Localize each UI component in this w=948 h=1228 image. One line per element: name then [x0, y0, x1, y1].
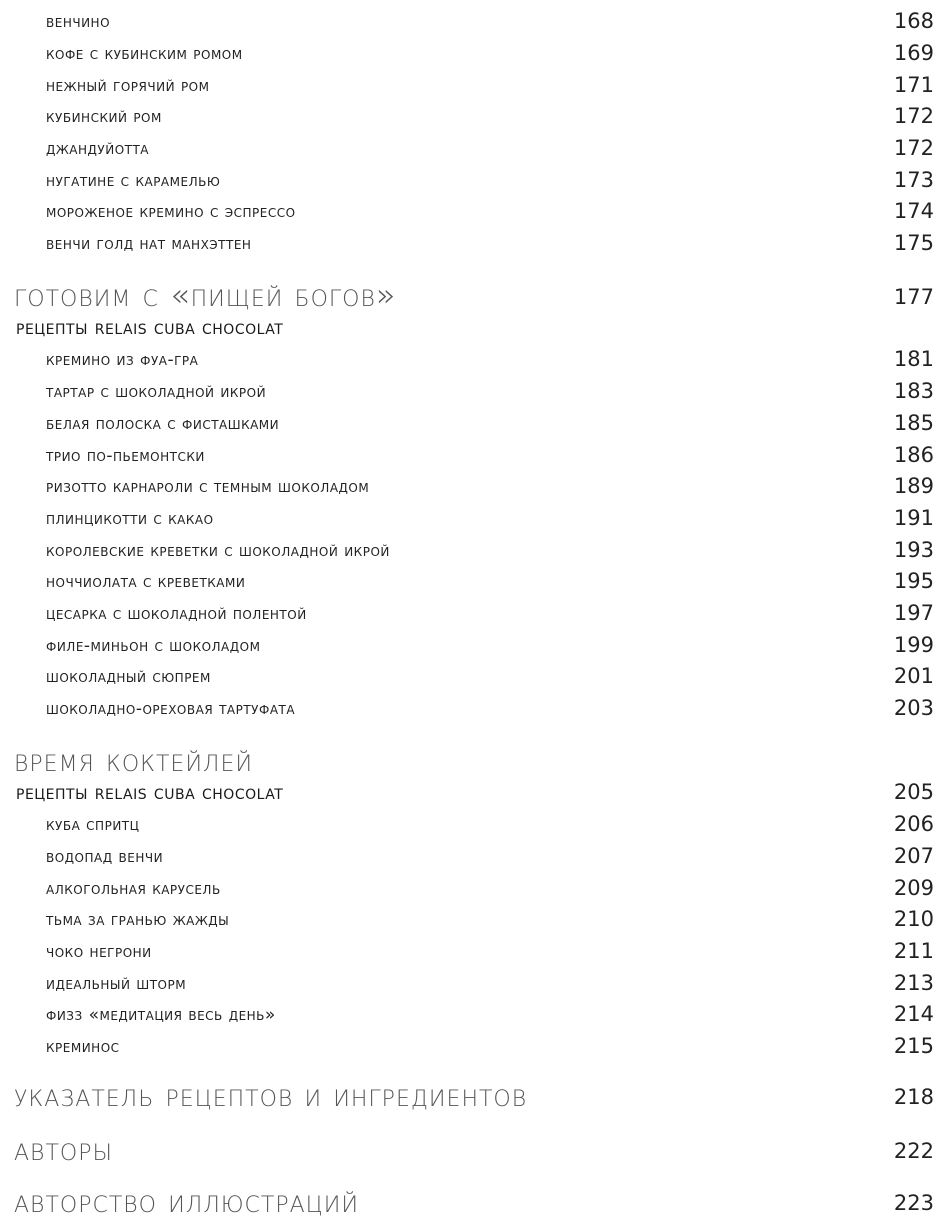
entry-page: 197	[893, 601, 934, 625]
section-page: 222	[893, 1139, 934, 1163]
entry-title: кофе с кубинским ромом	[46, 44, 243, 64]
entry-page: 181	[893, 347, 934, 371]
entry-page: 169	[893, 41, 934, 65]
entry-page: 185	[893, 411, 934, 435]
section-title: время коктейлей	[14, 741, 253, 779]
entry-page: 173	[893, 168, 934, 192]
entry-title: креминос	[46, 1037, 120, 1057]
section-title: готовим с «пищей богов»	[14, 276, 397, 314]
toc-entry	[0, 841, 948, 871]
entry-page: 186	[893, 443, 934, 467]
entry-page: 172	[893, 104, 934, 128]
entry-title: чоко негрони	[46, 942, 152, 962]
entry-title: плинцикотти с какао	[46, 509, 214, 529]
toc-entry	[0, 503, 948, 533]
entry-title: шоколадный сюпрем	[46, 667, 211, 687]
toc-entry	[0, 535, 948, 565]
toc-entry	[0, 693, 948, 723]
toc-entry	[0, 196, 948, 226]
toc-subheading	[0, 777, 948, 807]
entry-title: ризотто карнароли с темным шоколадом	[46, 477, 370, 497]
toc-entry	[0, 70, 948, 100]
toc-entry	[0, 598, 948, 628]
section-title: авторство иллюстраций	[14, 1182, 359, 1220]
toc-entry	[0, 101, 948, 131]
toc-entry	[0, 1031, 948, 1061]
toc-entry	[0, 873, 948, 903]
entry-title: венчино	[46, 12, 111, 32]
entry-title: водопад венчи	[46, 847, 164, 867]
entry-page: 215	[893, 1034, 934, 1058]
toc-section-heading	[0, 1076, 948, 1114]
entry-title: мороженое кремино с эспрессо	[46, 202, 296, 222]
toc-entry	[0, 904, 948, 934]
subheading-page: 205	[893, 780, 934, 804]
entry-page: 211	[893, 939, 934, 963]
entry-title: трио по-пьемонтски	[46, 446, 205, 466]
entry-title: белая полоска с фисташками	[46, 414, 280, 434]
entry-title: шоколадно-ореховая тартуфата	[46, 699, 296, 719]
entry-page: 210	[893, 907, 934, 931]
entry-title: нугатине с карамелью	[46, 171, 221, 191]
toc-section-heading	[0, 276, 948, 314]
entry-title: кремино из фуа-гра	[46, 350, 199, 370]
entry-title: ноччиолата с креветками	[46, 572, 246, 592]
toc-entry	[0, 968, 948, 998]
toc-entry	[0, 228, 948, 258]
subheading-title: рецепты relais cuba chocolat	[16, 315, 284, 339]
toc-entry	[0, 471, 948, 501]
entry-title: джандуйотта	[46, 139, 150, 159]
entry-page: 199	[893, 633, 934, 657]
entry-page: 195	[893, 569, 934, 593]
toc-entry	[0, 440, 948, 470]
entry-page: 201	[893, 664, 934, 688]
entry-page: 214	[893, 1002, 934, 1026]
toc-section-heading	[0, 1130, 948, 1168]
entry-title: королевские креветки с шоколадной икрой	[46, 541, 390, 561]
toc-entry	[0, 133, 948, 163]
entry-page: 172	[893, 136, 934, 160]
entry-title: филе-миньон с шоколадом	[46, 636, 261, 656]
toc-entry	[0, 936, 948, 966]
entry-page: 174	[893, 199, 934, 223]
entry-page: 213	[893, 971, 934, 995]
section-title: указатель рецептов и ингредиентов	[14, 1076, 528, 1114]
entry-page: 207	[893, 844, 934, 868]
entry-title: тартар с шоколадной икрой	[46, 382, 267, 402]
entry-page: 183	[893, 379, 934, 403]
toc-entry	[0, 376, 948, 406]
toc-entry	[0, 38, 948, 68]
entry-page: 203	[893, 696, 934, 720]
entry-page: 206	[893, 812, 934, 836]
entry-page: 175	[893, 231, 934, 255]
toc-entry	[0, 165, 948, 195]
entry-title: тьма за гранью жажды	[46, 910, 230, 930]
subheading-title: рецепты relais cuba chocolat	[16, 780, 284, 804]
entry-title: алкогольная карусель	[46, 879, 221, 899]
toc-entry	[0, 566, 948, 596]
toc-section-heading	[0, 1182, 948, 1220]
toc-entry	[0, 344, 948, 374]
entry-title: цесарка с шоколадной полентой	[46, 604, 307, 624]
entry-page: 193	[893, 538, 934, 562]
entry-page: 171	[893, 73, 934, 97]
entry-page: 168	[893, 9, 934, 33]
toc-entry	[0, 630, 948, 660]
entry-title: идеальный шторм	[46, 974, 187, 994]
entry-title: нежный горячий ром	[46, 76, 210, 96]
section-page: 177	[893, 285, 934, 309]
section-title: авторы	[14, 1130, 113, 1168]
toc-entry	[0, 809, 948, 839]
toc-entry	[0, 999, 948, 1029]
toc-subheading	[0, 312, 948, 342]
entry-page: 209	[893, 876, 934, 900]
entry-title: кубинский ром	[46, 107, 162, 127]
toc-entry	[0, 6, 948, 36]
toc-section-heading	[0, 741, 948, 779]
entry-page: 191	[893, 506, 934, 530]
entry-title: куба спритц	[46, 815, 140, 835]
toc-entry	[0, 661, 948, 691]
toc-entry	[0, 408, 948, 438]
section-page: 223	[893, 1191, 934, 1215]
entry-page: 189	[893, 474, 934, 498]
section-page: 218	[893, 1085, 934, 1109]
entry-title: венчи голд нат манхэттен	[46, 234, 252, 254]
entry-title: физз «медитация весь день»	[46, 1005, 276, 1025]
